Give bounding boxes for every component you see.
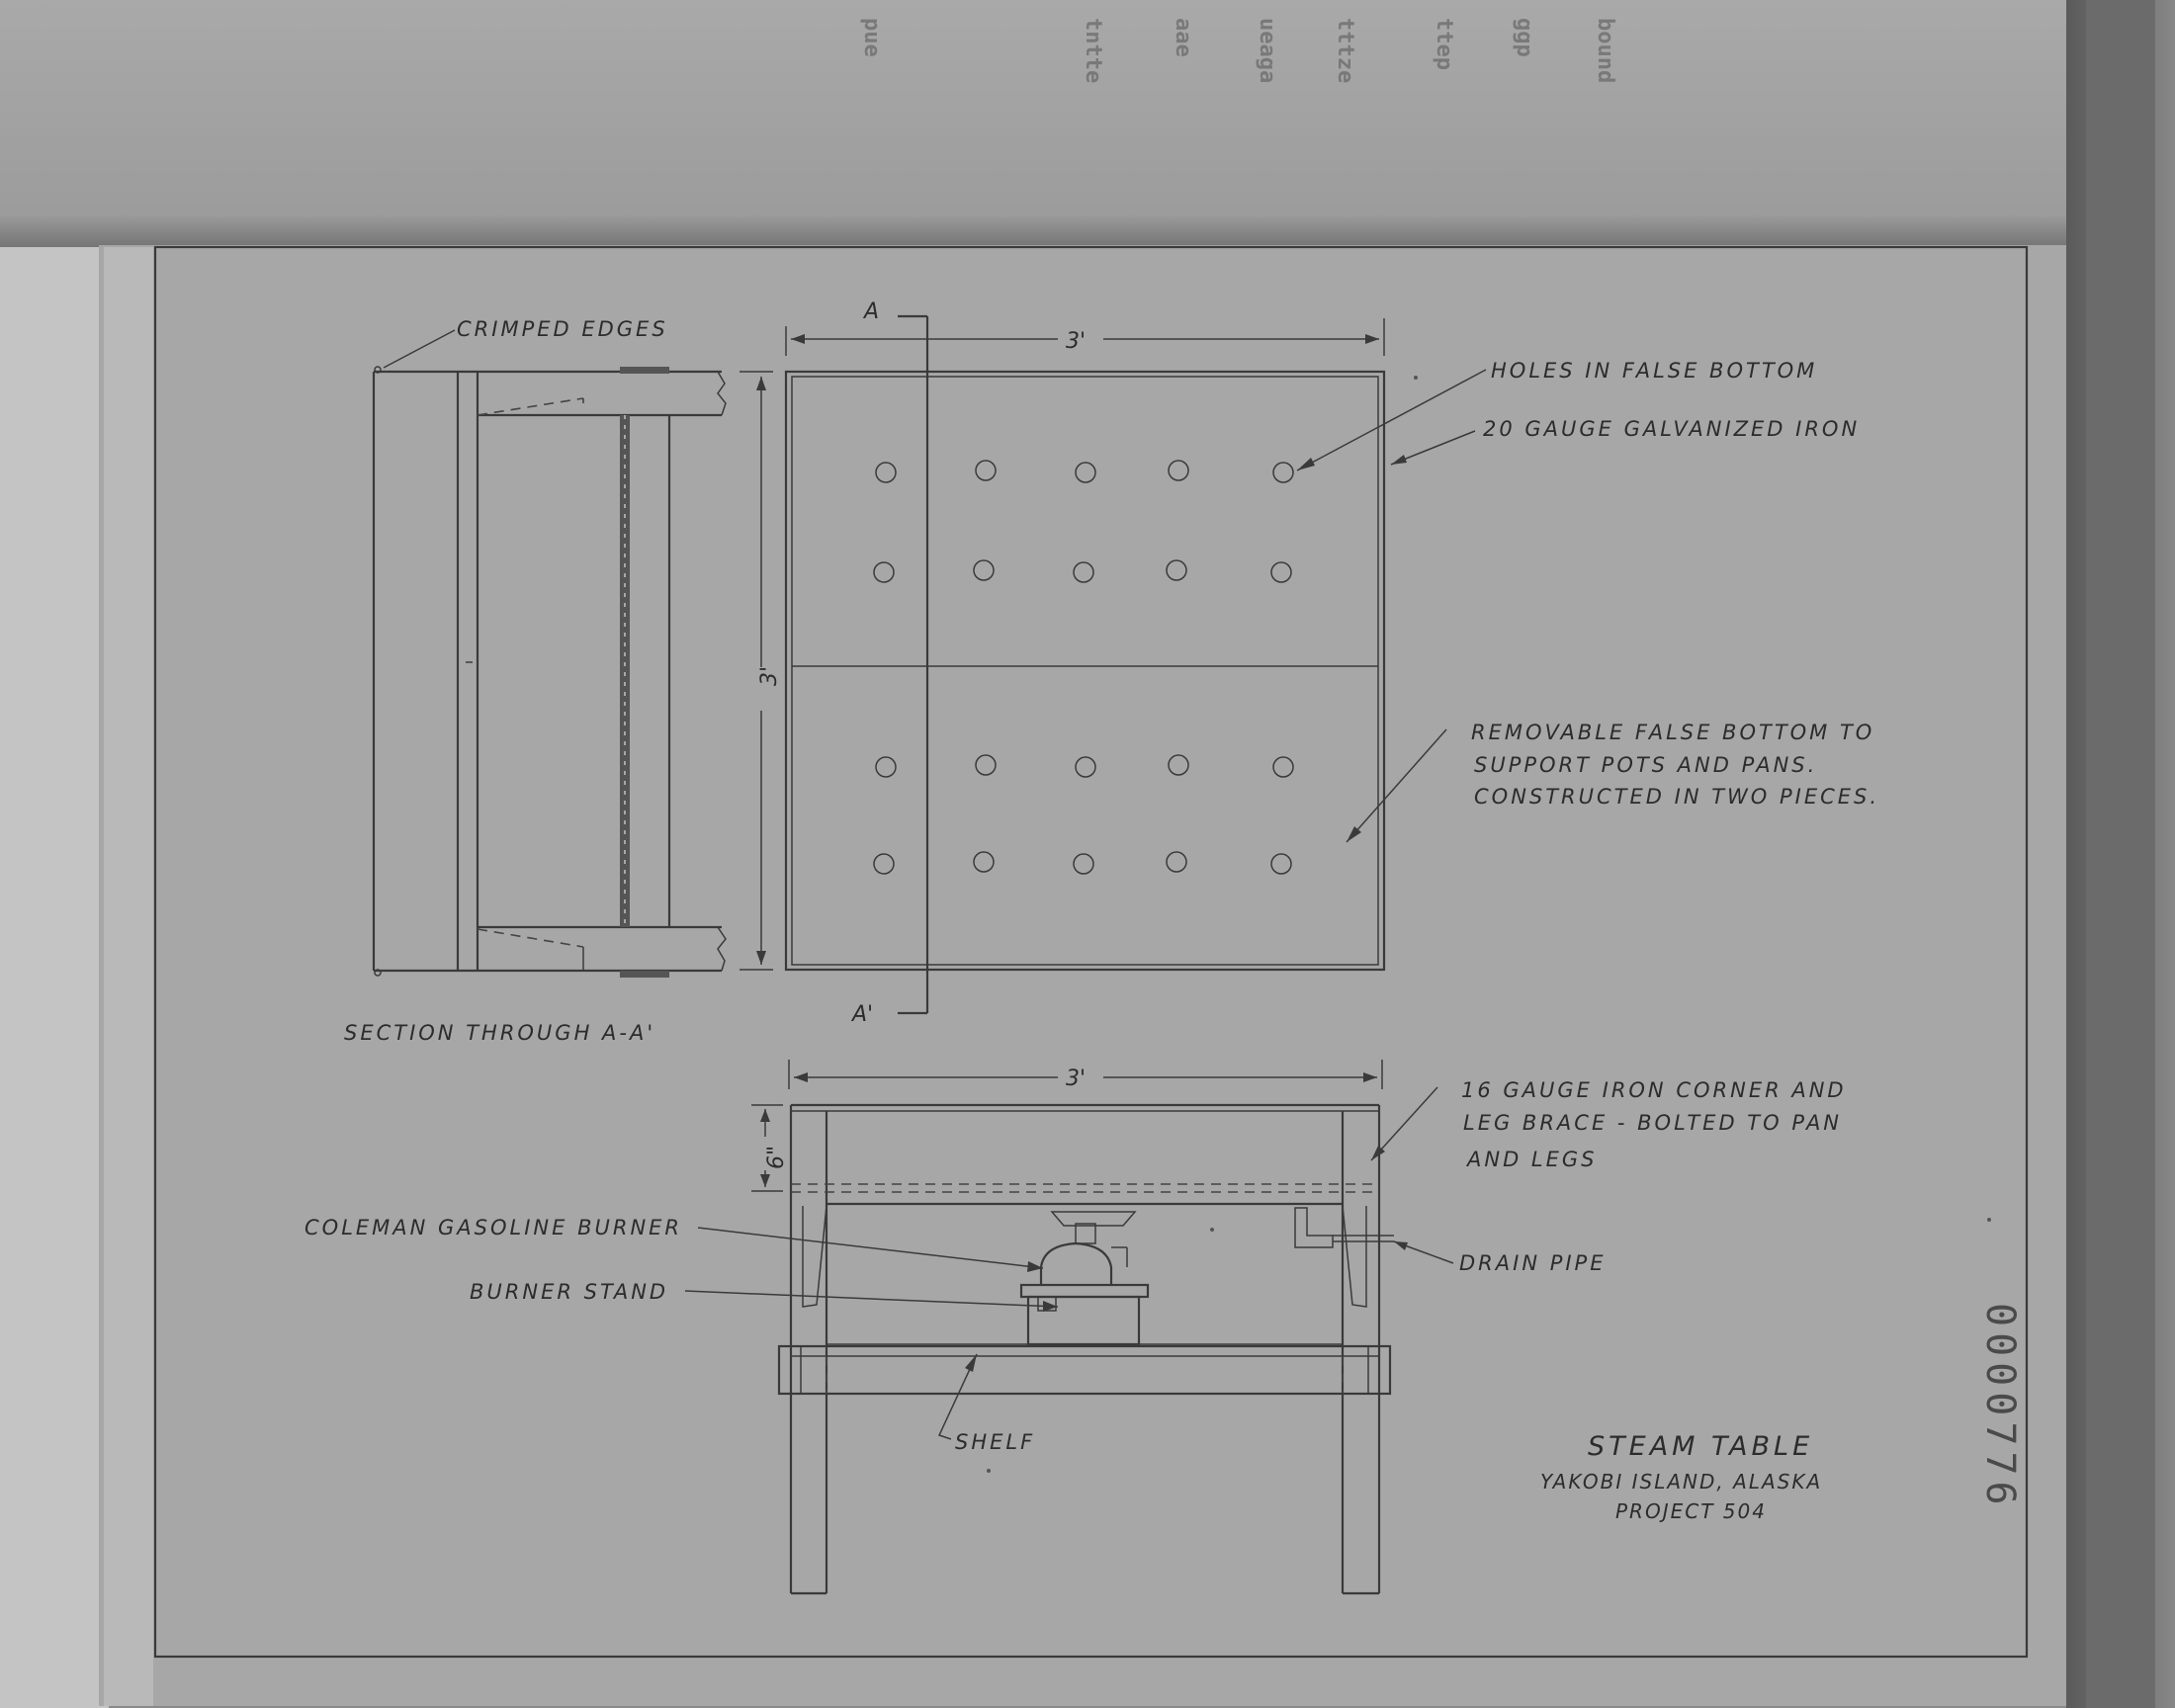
drawing-location: YAKOBI ISLAND, ALASKA bbox=[1540, 1470, 1823, 1494]
material-label: 20 GAUGE GALVANIZED IRON bbox=[1483, 417, 1861, 441]
bleed-through-word: tttze bbox=[1333, 18, 1357, 84]
crimped-edges-label: CRIMPED EDGES bbox=[457, 317, 668, 341]
false-bottom-label-line2: SUPPORT POTS AND PANS. bbox=[1474, 753, 1818, 777]
brace-label-line1: 16 GAUGE IRON CORNER AND bbox=[1461, 1078, 1847, 1102]
brace-label-line3: AND LEGS bbox=[1467, 1148, 1598, 1171]
false-bottom-label-line1: REMOVABLE FALSE BOTTOM TO bbox=[1471, 721, 1875, 744]
holes-label: HOLES IN FALSE BOTTOM bbox=[1491, 359, 1818, 383]
frame-number: 0000776 bbox=[1977, 1303, 2023, 1511]
false-bottom-label-line3: CONSTRUCTED IN TWO PIECES. bbox=[1474, 785, 1880, 809]
section-mark-a: A bbox=[864, 299, 880, 324]
section-caption: SECTION THROUGH A-A' bbox=[344, 1021, 656, 1045]
plan-depth-dimension: 3' bbox=[757, 665, 782, 686]
elevation-height-dimension: 6" bbox=[764, 1145, 789, 1169]
left-margin-strip bbox=[0, 247, 109, 1708]
drawing-project: PROJECT 504 bbox=[1615, 1499, 1767, 1523]
shelf-label: SHELF bbox=[955, 1430, 1036, 1454]
burner-stand-label: BURNER STAND bbox=[470, 1280, 669, 1304]
brace-label-line2: LEG BRACE - BOLTED TO PAN bbox=[1463, 1111, 1843, 1135]
section-mark-a-prime: A' bbox=[852, 1002, 874, 1027]
plan-width-dimension: 3' bbox=[1066, 329, 1087, 354]
bleed-through-word: bound bbox=[1593, 18, 1617, 84]
bleed-through-word: ggp bbox=[1512, 18, 1536, 57]
facing-page bbox=[0, 0, 2066, 252]
bleed-through-word: tntte bbox=[1081, 18, 1105, 84]
bleed-through-word: pue bbox=[859, 18, 884, 57]
burner-label: COLEMAN GASOLINE BURNER bbox=[304, 1216, 683, 1239]
drawing-title: STEAM TABLE bbox=[1588, 1431, 1814, 1462]
bleed-through-word: ueaga bbox=[1255, 18, 1279, 84]
bleed-through-word: ttep bbox=[1432, 18, 1456, 70]
bleed-through-word: aae bbox=[1171, 18, 1195, 57]
drain-pipe-label: DRAIN PIPE bbox=[1459, 1251, 1607, 1275]
elevation-width-dimension: 3' bbox=[1066, 1067, 1087, 1091]
